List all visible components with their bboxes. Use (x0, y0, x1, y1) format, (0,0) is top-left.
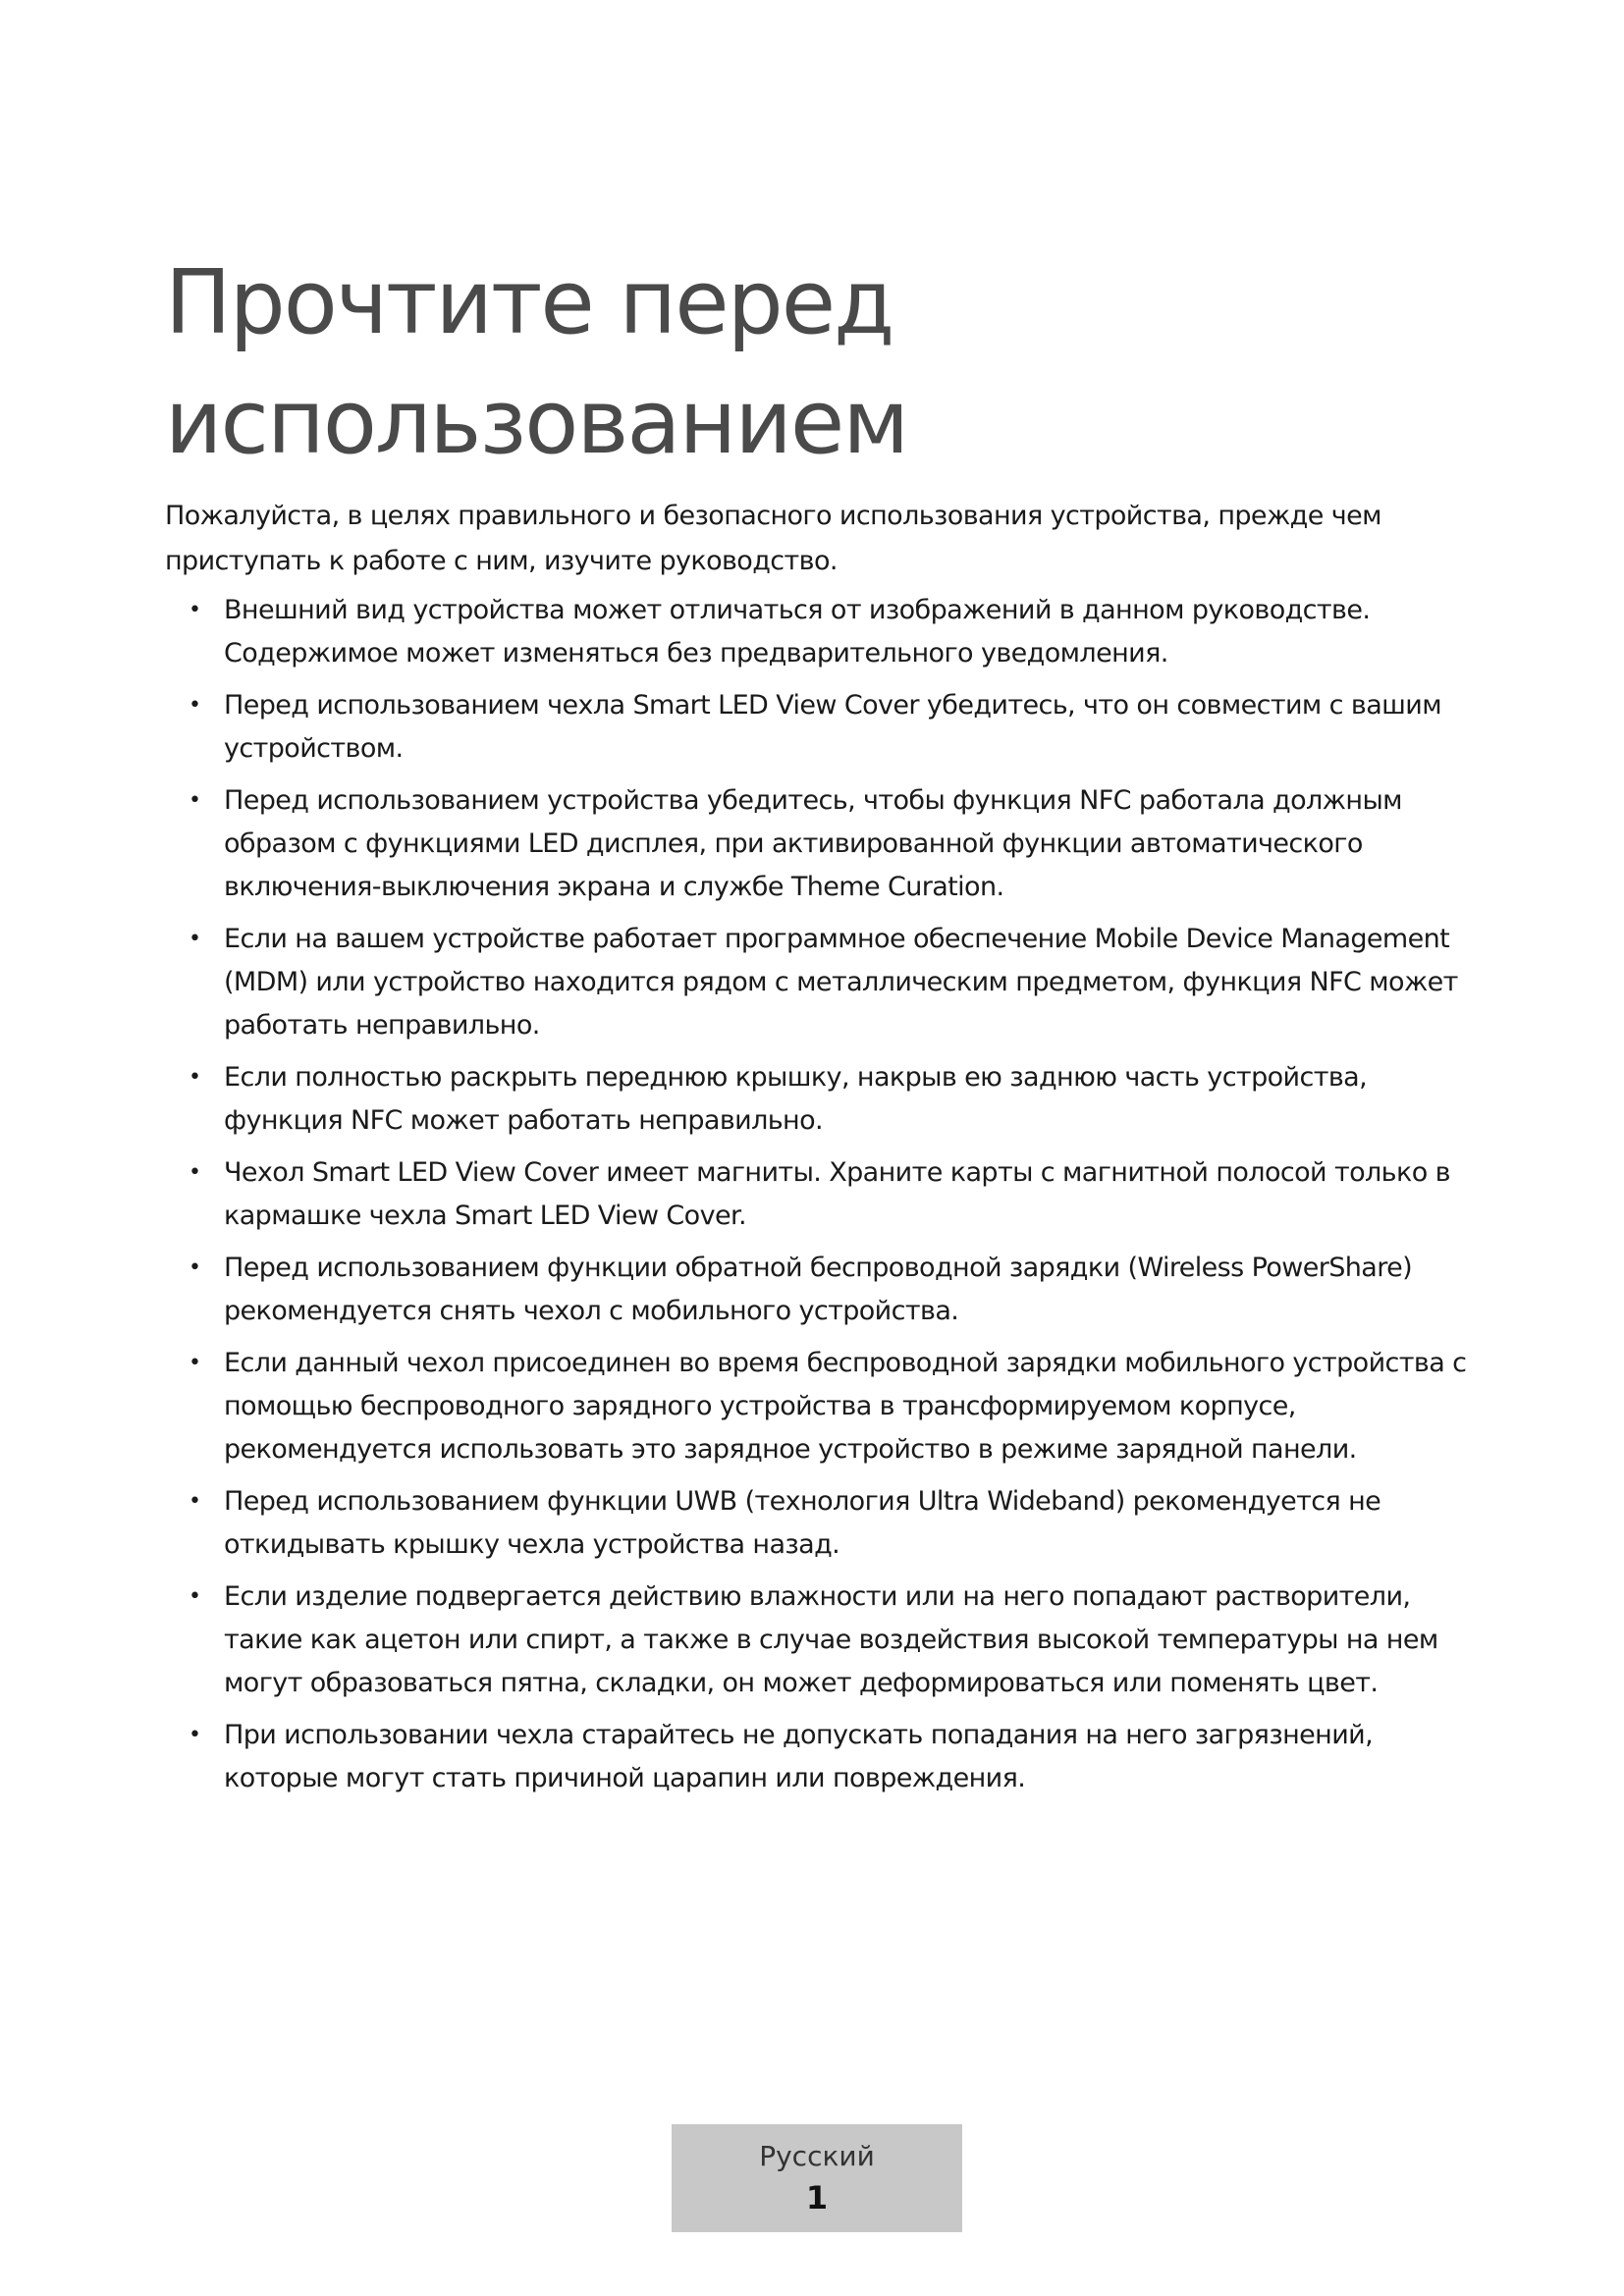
bullet-icon: • (189, 1584, 201, 1609)
bullet-icon: • (189, 1489, 201, 1514)
list-item (165, 779, 1481, 909)
list-item-text: Если полностью раскрыть переднюю крышку, накрыв ею заднюю часть устройства, функция NFC может работать неправильно. (224, 1062, 1368, 1136)
list-item (165, 1151, 1481, 1238)
list-item (165, 589, 1481, 675)
title-line-1: Прочтите перед (165, 251, 893, 354)
bullet-icon: • (189, 1160, 201, 1185)
bullet-icon: • (189, 598, 201, 622)
list-item (165, 1342, 1481, 1471)
list-item (165, 1247, 1481, 1333)
list-item-text: Перед использованием функции UWB (технология Ultra Wideband) рекомендуется не откидывать крышку чехла устройства назад. (224, 1486, 1381, 1560)
bullet-icon: • (189, 1255, 201, 1280)
list-item (165, 684, 1481, 771)
bullet-icon: • (189, 1351, 201, 1375)
page-title (165, 243, 1441, 483)
list-item (165, 1056, 1481, 1143)
list-item-text: При использовании чехла старайтесь не допускать попадания на него загрязнений, которые могут стать причиной царапин или повреждения. (224, 1720, 1374, 1793)
bullet-icon: • (189, 693, 201, 718)
bullet-icon: • (189, 1065, 201, 1090)
list-item-text: Внешний вид устройства может отличаться от изображений в данном руководстве. Содержимое может изменяться без предварительного уведомления. (224, 595, 1371, 668)
bullet-icon: • (189, 788, 201, 813)
title-line-2: использованием (165, 371, 908, 474)
page-number: 1 (805, 2179, 829, 2216)
list-item-text: Чехол Smart LED View Cover имеет магниты. Храните карты с магнитной полосой только в кармашке чехла Smart LED View Cover. (224, 1157, 1450, 1231)
precautions-list (165, 589, 1481, 1809)
footer-language: Русский (759, 2140, 875, 2172)
list-item (165, 1575, 1481, 1705)
list-item-text: Перед использованием функции обратной беспроводной зарядки (Wireless PowerShare) рекомендуется снять чехол с мобильного устройства. (224, 1253, 1413, 1326)
list-item-text: Если на вашем устройстве работает программное обеспечение Mobile Device Management (MDM) или устройство находится рядом с металлическим предметом, функция NFC может работать неправильно. (224, 924, 1458, 1041)
list-item (165, 1480, 1481, 1567)
page-footer (672, 2124, 962, 2232)
list-item-text: Перед использованием устройства убедитесь, чтобы функция NFC работала должным образом с функциями LED дисплея, при активированной функции автоматического включения-выключения экрана и службе Theme Curation. (224, 785, 1402, 902)
list-item-text: Перед использованием чехла Smart LED View Cover убедитесь, что он совместим с вашим устройством. (224, 690, 1441, 764)
bullet-icon: • (189, 1723, 201, 1747)
list-item (165, 1714, 1481, 1800)
bullet-icon: • (189, 927, 201, 951)
list-item-text: Если данный чехол присоединен во время беспроводной зарядки мобильного устройства с помощью беспроводного зарядного устройства в трансформируемом корпусе, рекомендуется использовать это зарядное устройство в режиме зарядной панели. (224, 1348, 1467, 1465)
intro-paragraph: Пожалуйста, в целях правильного и безопасного использования устройства, прежде чем приступать к работе с ним, изучите руководство. (165, 501, 1381, 576)
list-item-text: Если изделие подвергается действию влажности или на него попадают растворители, такие как ацетон или спирт, а также в случае воздействия высокой температуры на нем могут образоваться пятна, складки, он может деформироваться или поменять цвет. (224, 1581, 1438, 1698)
list-item (165, 918, 1481, 1047)
